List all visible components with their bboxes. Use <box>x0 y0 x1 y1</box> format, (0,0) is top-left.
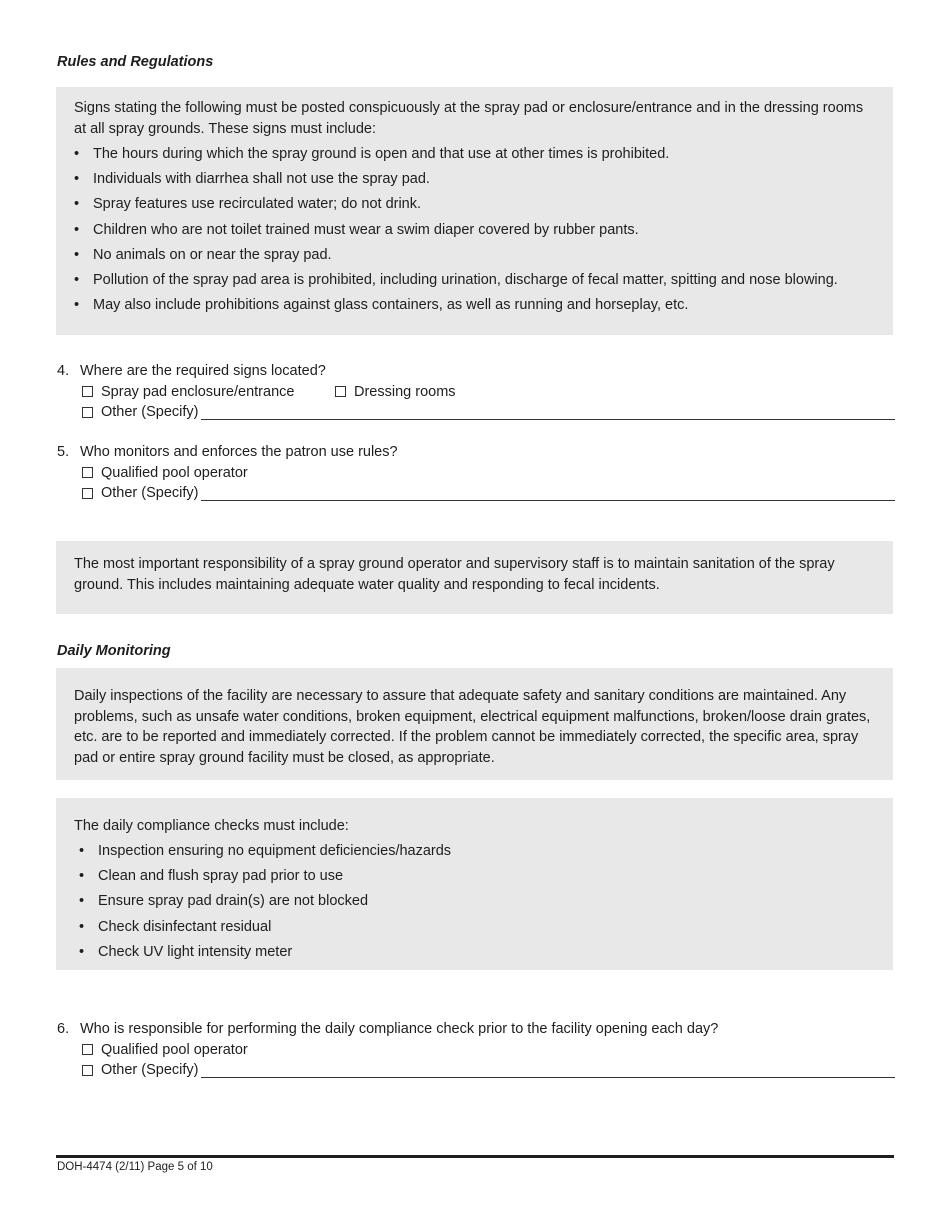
daily-paragraph-box <box>56 668 893 780</box>
checkbox[interactable] <box>82 386 93 397</box>
question-5 <box>57 442 895 504</box>
question-number: 4. <box>57 363 70 379</box>
question-6 <box>57 1019 895 1081</box>
other-specify-field[interactable] <box>201 419 895 420</box>
option-qualified-pool-operator[interactable] <box>82 1040 248 1061</box>
rules-list <box>93 142 883 318</box>
question-4 <box>57 361 895 423</box>
option-other[interactable] <box>82 483 199 504</box>
option-label: Other (Specify) <box>101 404 199 420</box>
option-other[interactable] <box>82 1060 199 1081</box>
daily-checks-box <box>56 798 893 970</box>
checkbox[interactable] <box>335 386 346 397</box>
daily-paragraph: Daily inspections of the facility are necessary to assure that adequate safety and sanitary conditions are maintained. Any problems, such as unsafe water conditions, broken equipment, electrical equipment malfunctions, broken/loose drain grates, etc. are to be reported and immediately corrected. If the problem cannot be immediately corrected, the specific area, spray pad or entire spray ground facility must be closed, as appropriate. <box>74 688 871 766</box>
daily-checks-intro: The daily compliance checks must include: <box>74 818 349 834</box>
list-item: • May also include prohibitions against glass containers, as well as running and horseplay, etc. <box>93 293 883 318</box>
sanitation-note-box <box>56 541 893 614</box>
question-text: Where are the required signs located? <box>80 363 326 379</box>
question-number: 5. <box>57 444 70 460</box>
option-other[interactable] <box>82 402 199 423</box>
option-spray-pad-enclosure[interactable] <box>82 382 294 403</box>
checkbox[interactable] <box>82 488 93 499</box>
rules-box <box>56 87 893 335</box>
list-item: • Clean and flush spray pad prior to use <box>98 864 858 889</box>
option-qualified-pool-operator[interactable] <box>82 463 248 484</box>
rules-intro: Signs stating the following must be posted conspicuously at the spray pad or enclosure/entrance and in the dressing rooms at all spray grounds. These signs must include: <box>74 100 864 137</box>
list-item: • Check disinfectant residual <box>98 915 858 940</box>
other-specify-field[interactable] <box>201 500 895 501</box>
checkbox[interactable] <box>82 467 93 478</box>
list-item: • The hours during which the spray ground is open and that use at other times is prohibited. <box>93 142 883 167</box>
option-label: Qualified pool operator <box>101 464 248 481</box>
checkbox[interactable] <box>82 407 93 418</box>
list-item: • Spray features use recirculated water; do not drink. <box>93 192 883 217</box>
list-item: • Inspection ensuring no equipment deficiencies/hazards <box>98 839 858 864</box>
question-number: 6. <box>57 1021 70 1037</box>
list-item: • Ensure spray pad drain(s) are not blocked <box>98 889 858 914</box>
list-item: • No animals on or near the spray pad. <box>93 243 883 268</box>
option-dressing-rooms[interactable] <box>335 382 456 403</box>
list-item: • Individuals with diarrhea shall not use the spray pad. <box>93 167 883 192</box>
option-label: Dressing rooms <box>354 383 456 400</box>
page-footer: DOH-4474 (2/11) Page 5 of 10 <box>57 1161 213 1173</box>
option-label: Spray pad enclosure/entrance <box>101 383 295 400</box>
other-specify-field[interactable] <box>201 1077 895 1078</box>
checkbox[interactable] <box>82 1065 93 1076</box>
daily-monitoring-heading: Daily Monitoring <box>57 643 171 659</box>
option-label: Other (Specify) <box>101 1062 199 1078</box>
checkbox[interactable] <box>82 1044 93 1055</box>
question-text: Who is responsible for performing the daily compliance check prior to the facility opening each day? <box>80 1021 719 1037</box>
sanitation-note: The most important responsibility of a spray ground operator and supervisory staff is to maintain sanitation of the spray ground. This includes maintaining adequate water quality and responding to fecal incidents. <box>74 556 835 593</box>
footer-rule <box>56 1155 894 1158</box>
list-item: • Pollution of the spray pad area is prohibited, including urination, discharge of fecal matter, spitting and nose blowing. <box>93 268 883 293</box>
question-text: Who monitors and enforces the patron use rules? <box>80 444 398 460</box>
rules-heading: Rules and Regulations <box>57 54 214 70</box>
option-label: Qualified pool operator <box>101 1041 248 1058</box>
option-label: Other (Specify) <box>101 485 199 501</box>
list-item: • Check UV light intensity meter <box>98 940 858 965</box>
daily-checks-list <box>98 839 858 965</box>
list-item: • Children who are not toilet trained must wear a swim diaper covered by rubber pants. <box>93 218 883 243</box>
